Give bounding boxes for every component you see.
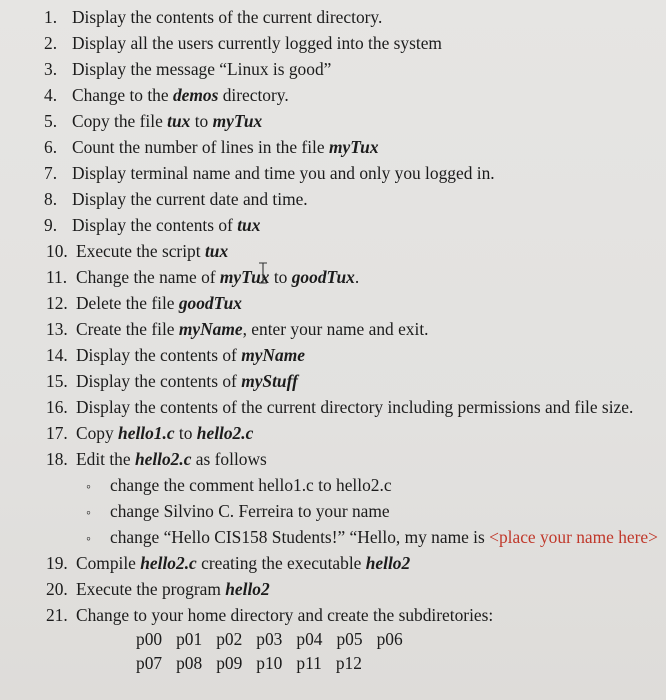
list-item xyxy=(44,110,262,132)
list-item xyxy=(46,448,267,470)
item-text: change Silvino C. Ferreira to your name xyxy=(110,501,390,521)
item-text: . xyxy=(354,267,360,287)
filename-text: myTux xyxy=(219,267,270,287)
directory-name: p06 xyxy=(376,629,403,649)
filename-text: myName xyxy=(178,319,243,339)
item-text: Display the contents of xyxy=(76,371,242,391)
item-text: to xyxy=(269,267,292,287)
item-text: creating the executable xyxy=(196,553,366,573)
bullet-icon: ◦ xyxy=(86,480,91,495)
item-text: Display the contents of xyxy=(72,215,238,235)
item-number: 10. xyxy=(46,241,68,261)
item-text: Count the number of lines in the file xyxy=(72,137,329,157)
filename-text: hello1.c xyxy=(118,423,175,443)
item-number: 14. xyxy=(46,345,68,365)
filename-text: goodTux xyxy=(291,267,355,287)
item-number: 4. xyxy=(44,85,58,105)
filename-text: myName xyxy=(241,345,305,365)
list-item xyxy=(46,292,242,314)
filename-text: goodTux xyxy=(178,293,242,313)
item-number: 3. xyxy=(44,59,58,79)
item-text: , enter your name and exit. xyxy=(242,319,429,339)
item-text: Change the name of xyxy=(76,267,220,287)
list-item xyxy=(46,240,228,262)
item-text: change the comment hello1.c to hello2.c xyxy=(110,475,392,495)
item-text: Display terminal name and time you and only you logged in. xyxy=(72,163,495,183)
item-text: Change to the xyxy=(72,85,173,105)
filename-text: hello2.c xyxy=(134,449,192,469)
filename-text: myTux xyxy=(212,111,263,131)
bullet-icon: ◦ xyxy=(86,506,91,521)
filename-text: tux xyxy=(204,241,229,261)
directory-name: p03 xyxy=(256,629,283,649)
list-item xyxy=(46,266,359,288)
directory-name: p09 xyxy=(216,653,243,673)
item-text: Execute the script xyxy=(76,241,205,261)
list-item xyxy=(46,344,305,366)
filename-text: demos xyxy=(172,85,219,105)
item-text: Edit the xyxy=(76,449,135,469)
sub-list-item xyxy=(86,474,392,499)
item-text: Display the message “Linux is good” xyxy=(72,59,332,79)
item-text: change “Hello CIS158 Students!” “Hello, my name is xyxy=(110,527,490,547)
directory-name: p05 xyxy=(336,629,363,649)
filename-text: tux xyxy=(237,215,261,235)
item-text: Execute the program xyxy=(76,579,226,599)
directory-name: p08 xyxy=(176,653,203,673)
item-text: Copy the file xyxy=(72,111,168,131)
text-cursor-icon xyxy=(258,262,268,284)
item-number: 8. xyxy=(44,189,58,209)
list-item xyxy=(44,58,331,80)
list-item xyxy=(46,318,429,340)
item-number: 13. xyxy=(46,319,68,339)
item-text: Copy xyxy=(76,423,119,443)
directory-name: p07 xyxy=(136,653,163,673)
item-number: 20. xyxy=(46,579,68,599)
directory-row xyxy=(136,628,417,650)
item-text: as follows xyxy=(191,449,267,469)
directory-name: p01 xyxy=(176,629,203,649)
item-text: directory. xyxy=(218,85,289,105)
item-number: 1. xyxy=(44,7,58,27)
item-text: Create the file xyxy=(76,319,179,339)
list-item xyxy=(44,136,379,158)
item-number: 6. xyxy=(44,137,58,157)
filename-text: hello2.c xyxy=(196,423,254,443)
item-text: Display the contents of the current directory including permissions and file size. xyxy=(76,397,634,417)
item-text: Display the contents of the current directory. xyxy=(72,7,383,27)
item-number: 19. xyxy=(46,553,68,573)
item-text: Compile xyxy=(76,553,141,573)
list-item xyxy=(44,214,260,236)
directory-name: p02 xyxy=(216,629,243,649)
list-item xyxy=(46,396,633,418)
item-number: 21. xyxy=(46,605,68,625)
directory-name: p04 xyxy=(296,629,323,649)
item-text: Change to your home directory and create the subdiretories: xyxy=(76,605,494,625)
filename-text: myTux xyxy=(328,137,379,157)
item-number: 15. xyxy=(46,371,68,391)
list-item xyxy=(46,604,493,626)
list-item xyxy=(46,370,298,392)
list-item xyxy=(46,578,270,600)
item-number: 7. xyxy=(44,163,58,183)
list-item xyxy=(46,422,253,444)
item-text: to xyxy=(190,111,213,131)
item-text: Display the contents of xyxy=(76,345,242,365)
directory-row xyxy=(136,652,376,674)
list-item xyxy=(44,84,289,106)
list-item xyxy=(44,188,308,210)
list-item xyxy=(44,32,442,54)
item-text: Display all the users currently logged into the system xyxy=(72,33,442,53)
item-number: 2. xyxy=(44,33,58,53)
list-item xyxy=(44,6,382,28)
bullet-icon: ◦ xyxy=(86,532,91,547)
directory-name: p12 xyxy=(335,653,362,673)
directory-name: p00 xyxy=(136,629,163,649)
filename-text: hello2.c xyxy=(140,553,197,573)
filename-text: tux xyxy=(167,111,191,131)
item-text: Delete the file xyxy=(76,293,179,313)
directory-name: p10 xyxy=(256,653,283,673)
item-text: to xyxy=(174,423,197,443)
item-number: 16. xyxy=(46,397,68,417)
item-number: 18. xyxy=(46,449,68,469)
item-number: 5. xyxy=(44,111,58,131)
sub-list-item xyxy=(86,500,390,525)
item-number: 9. xyxy=(44,215,58,235)
filename-text: myStuff xyxy=(241,371,298,391)
list-item xyxy=(44,162,495,184)
directory-name: p11 xyxy=(296,653,322,673)
item-number: 17. xyxy=(46,423,68,443)
placeholder-text: <place your name here> xyxy=(489,527,658,547)
filename-text: hello2 xyxy=(225,579,270,599)
item-text: Display the current date and time. xyxy=(72,189,308,209)
item-number: 12. xyxy=(46,293,68,313)
item-number: 11. xyxy=(46,267,68,287)
sub-list-item xyxy=(86,526,658,551)
list-item xyxy=(46,552,410,574)
filename-text: hello2 xyxy=(365,553,411,573)
